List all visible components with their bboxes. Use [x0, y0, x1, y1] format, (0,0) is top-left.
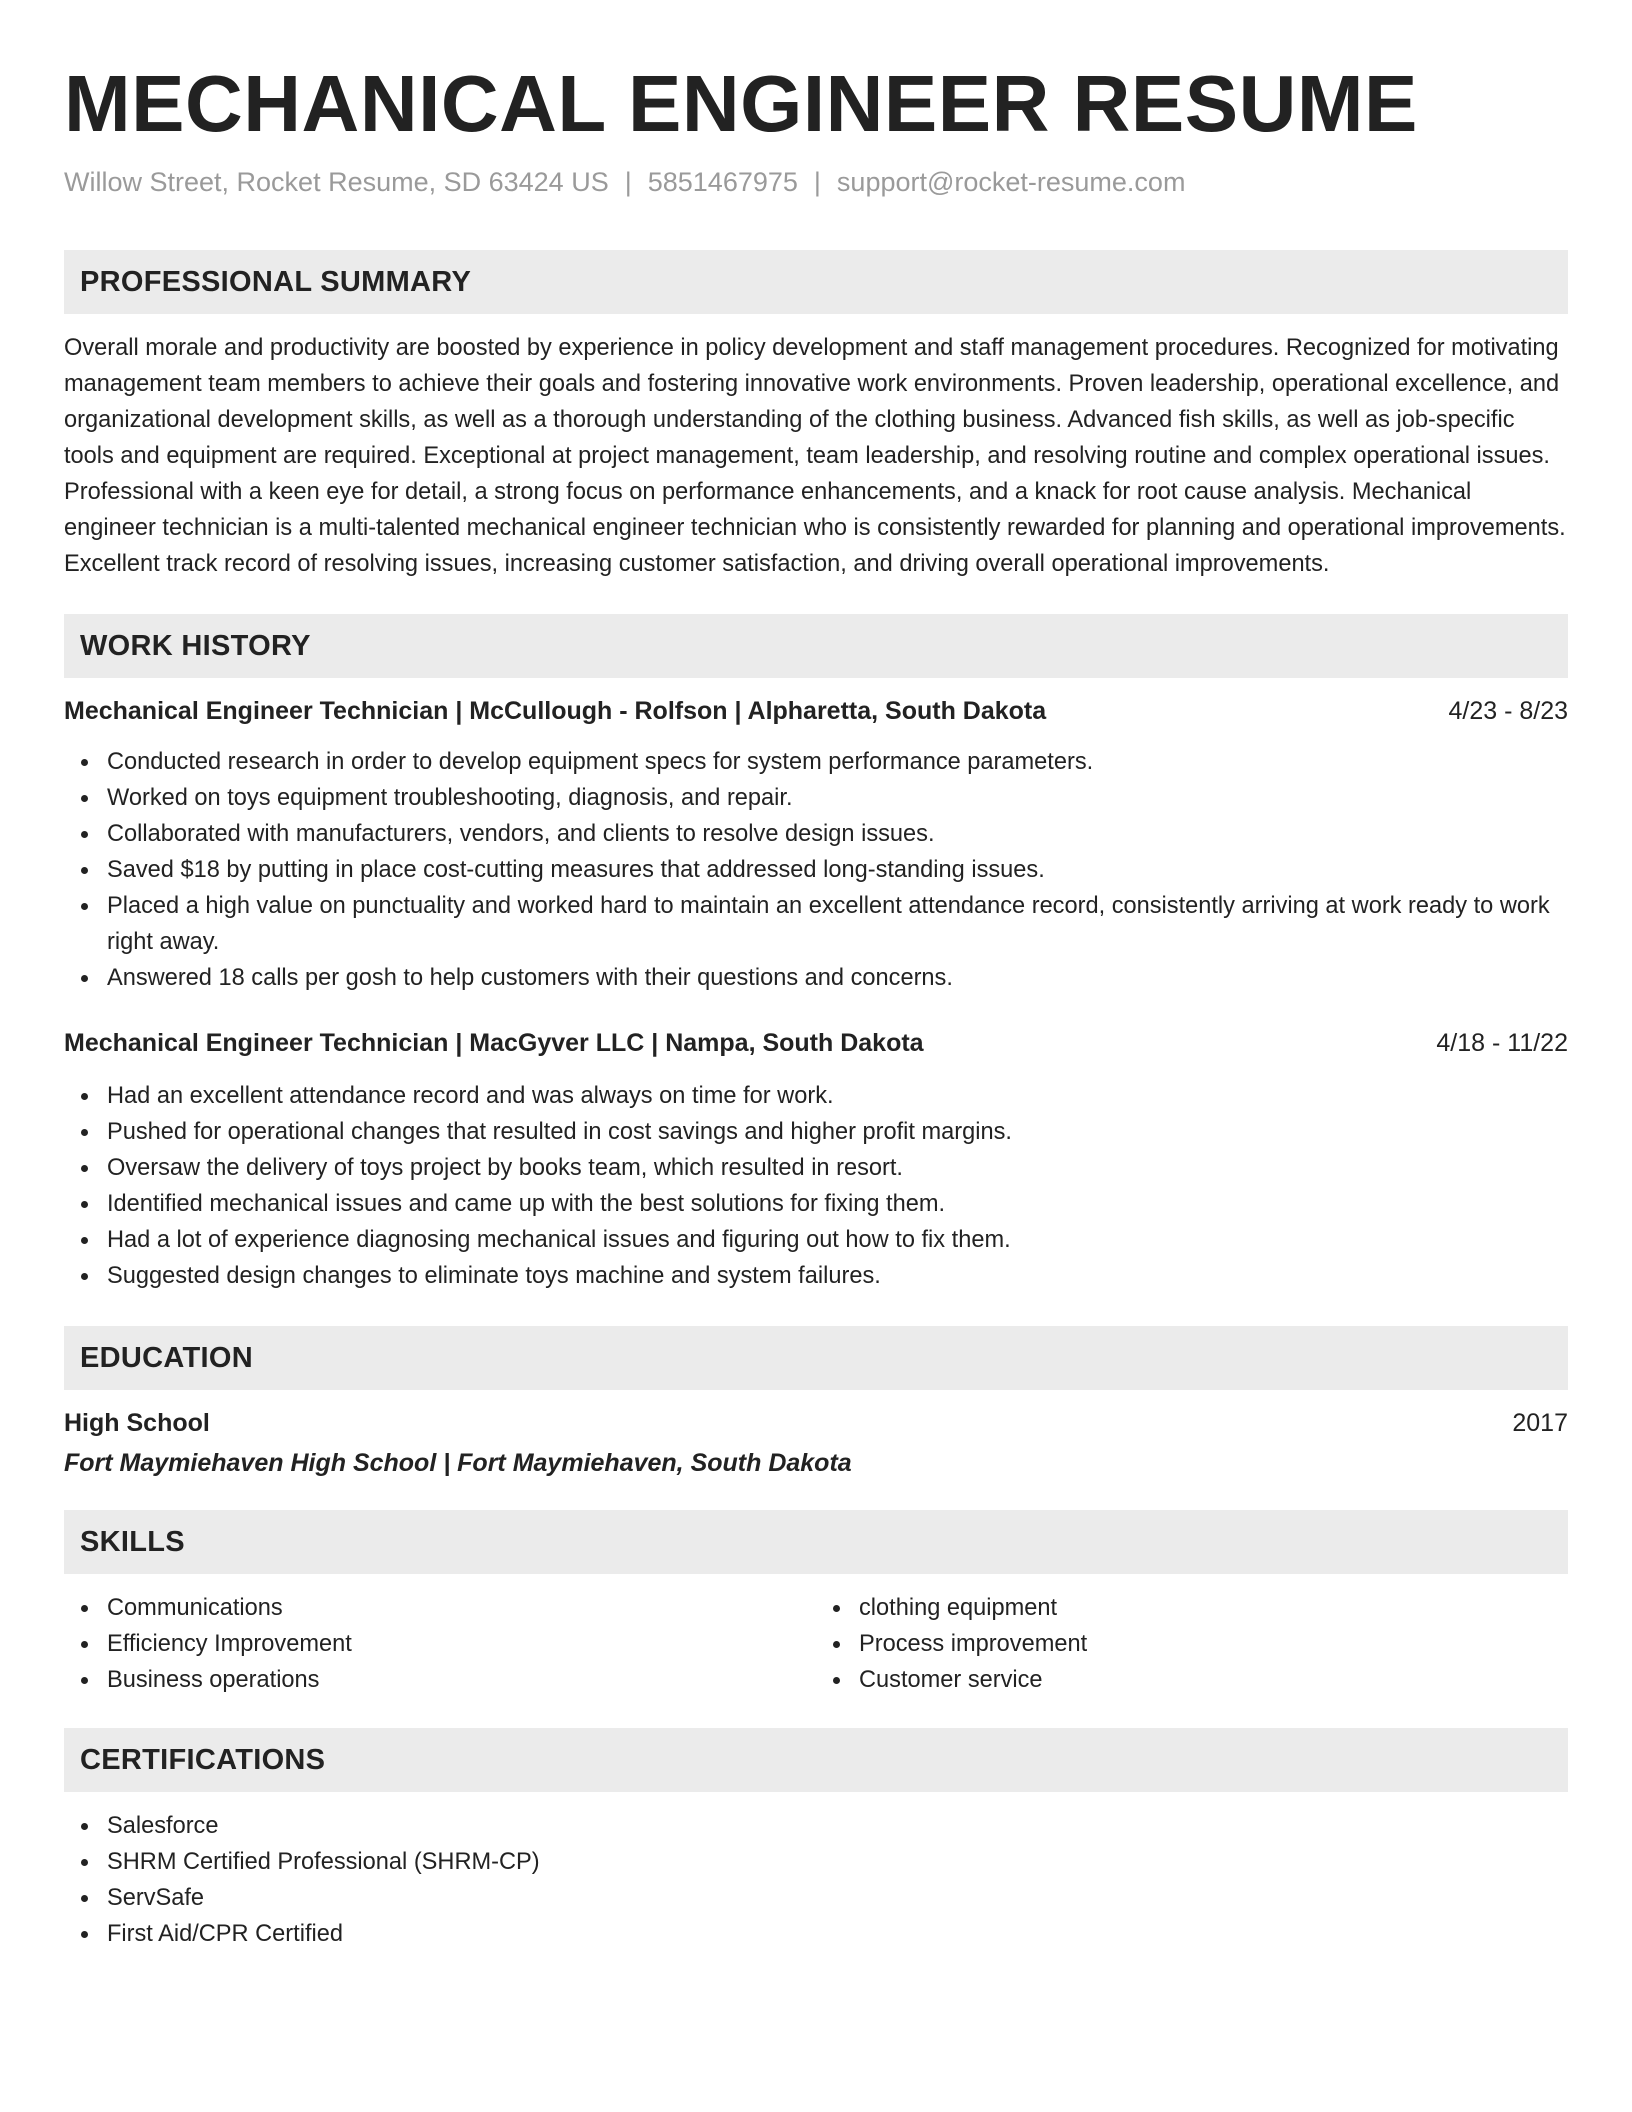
job-bullet: Collaborated with manufacturers, vendors, and clients to resolve design issues. — [64, 816, 1568, 852]
phone-number: 5851467975 — [647, 167, 798, 197]
summary-text: Overall morale and productivity are boosted by experience in policy development and staff management procedures. Recognized for motivating management team members to achieve their goals and fostering innovative work environments. Proven leadership, operational excellence, and organizational development skills, as well as a thorough understanding of the clothing business. Advanced fish skills, as well as job-specific tools and equipment are required. Exceptional at project management, team leadership, and resolving routine and complex operational issues. Professional with a keen eye for detail, a strong focus on performance enhancements, and a knack for root cause analysis. Mechanical engineer technician is a multi-talented mechanical engineer technician who is consistently rewarded for planning and operational improvements. Excellent track record of resolving issues, increasing customer satisfaction, and driving overall operational improvements. — [64, 335, 1566, 577]
skill-item: Customer service — [816, 1662, 1568, 1698]
job-bullet: Worked on toys equipment troubleshooting, diagnosis, and repair. — [64, 780, 1568, 816]
email-address: support@rocket-resume.com — [836, 167, 1186, 197]
job-entry — [64, 1026, 1568, 1294]
skill-item: clothing equipment — [816, 1590, 1568, 1626]
job-bullets — [64, 1078, 1568, 1294]
job-bullet: Answered 18 calls per gosh to help customers with their questions and concerns. — [64, 960, 1568, 996]
education-school: Fort Maymiehaven High School | Fort Maymiehaven, South Dakota — [64, 1449, 852, 1477]
education-degree: High School — [64, 1409, 210, 1437]
section-heading-work-history: WORK HISTORY — [64, 614, 1568, 678]
skills-column-right — [816, 1590, 1568, 1698]
education-entry — [64, 1406, 1568, 1480]
job-bullet: Conducted research in order to develop equipment specs for system performance parameters. — [64, 744, 1568, 780]
job-entry — [64, 694, 1568, 996]
section-heading-summary: PROFESSIONAL SUMMARY — [64, 250, 1568, 314]
contact-line — [64, 164, 1568, 200]
job-bullet: Suggested design changes to eliminate toys machine and system failures. — [64, 1258, 1568, 1294]
certification-item: SHRM Certified Professional (SHRM-CP) — [64, 1844, 1568, 1880]
skill-item: Process improvement — [816, 1626, 1568, 1662]
job-bullet: Had a lot of experience diagnosing mechanical issues and figuring out how to fix them. — [64, 1222, 1568, 1258]
job-bullet: Had an excellent attendance record and was always on time for work. — [64, 1078, 1568, 1114]
job-dates: 4/18 - 11/22 — [1436, 1029, 1568, 1057]
skills-column-left — [64, 1590, 816, 1698]
job-title: Mechanical Engineer Technician | McCullough - Rolfson | Alpharetta, South Dakota — [64, 697, 1047, 725]
certification-item: First Aid/CPR Certified — [64, 1916, 1568, 1952]
job-bullet: Saved $18 by putting in place cost-cutting measures that addressed long-standing issues. — [64, 852, 1568, 888]
section-heading-education: EDUCATION — [64, 1326, 1568, 1390]
job-dates: 4/23 - 8/23 — [1448, 697, 1568, 725]
education-header — [64, 1406, 1568, 1440]
job-title: Mechanical Engineer Technician | MacGyver LLC | Nampa, South Dakota — [64, 1029, 924, 1057]
education-year: 2017 — [1512, 1409, 1568, 1437]
resume-title: MECHANICAL ENGINEER RESUME — [64, 59, 1418, 148]
job-header — [64, 694, 1568, 728]
contact-separator: | — [624, 167, 632, 197]
skill-item: Communications — [64, 1590, 816, 1626]
skills-grid — [64, 1590, 1568, 1698]
job-bullets — [64, 744, 1568, 996]
job-bullet: Oversaw the delivery of toys project by books team, which resulted in resort. — [64, 1150, 1568, 1186]
address: Willow Street, Rocket Resume, SD 63424 US — [64, 167, 609, 197]
certifications-list — [64, 1808, 1568, 1952]
skill-item: Efficiency Improvement — [64, 1626, 816, 1662]
job-header — [64, 1026, 1568, 1060]
section-heading-skills: SKILLS — [64, 1510, 1568, 1574]
job-bullet: Placed a high value on punctuality and worked hard to maintain an excellent attendance record, consistently arriving at work ready to work right away. — [64, 888, 1568, 960]
skill-item: Business operations — [64, 1662, 816, 1698]
certification-item: Salesforce — [64, 1808, 1568, 1844]
contact-separator: | — [813, 167, 821, 197]
certification-item: ServSafe — [64, 1880, 1568, 1916]
job-bullet: Identified mechanical issues and came up with the best solutions for fixing them. — [64, 1186, 1568, 1222]
job-bullet: Pushed for operational changes that resulted in cost savings and higher profit margins. — [64, 1114, 1568, 1150]
section-heading-certifications: CERTIFICATIONS — [64, 1728, 1568, 1792]
